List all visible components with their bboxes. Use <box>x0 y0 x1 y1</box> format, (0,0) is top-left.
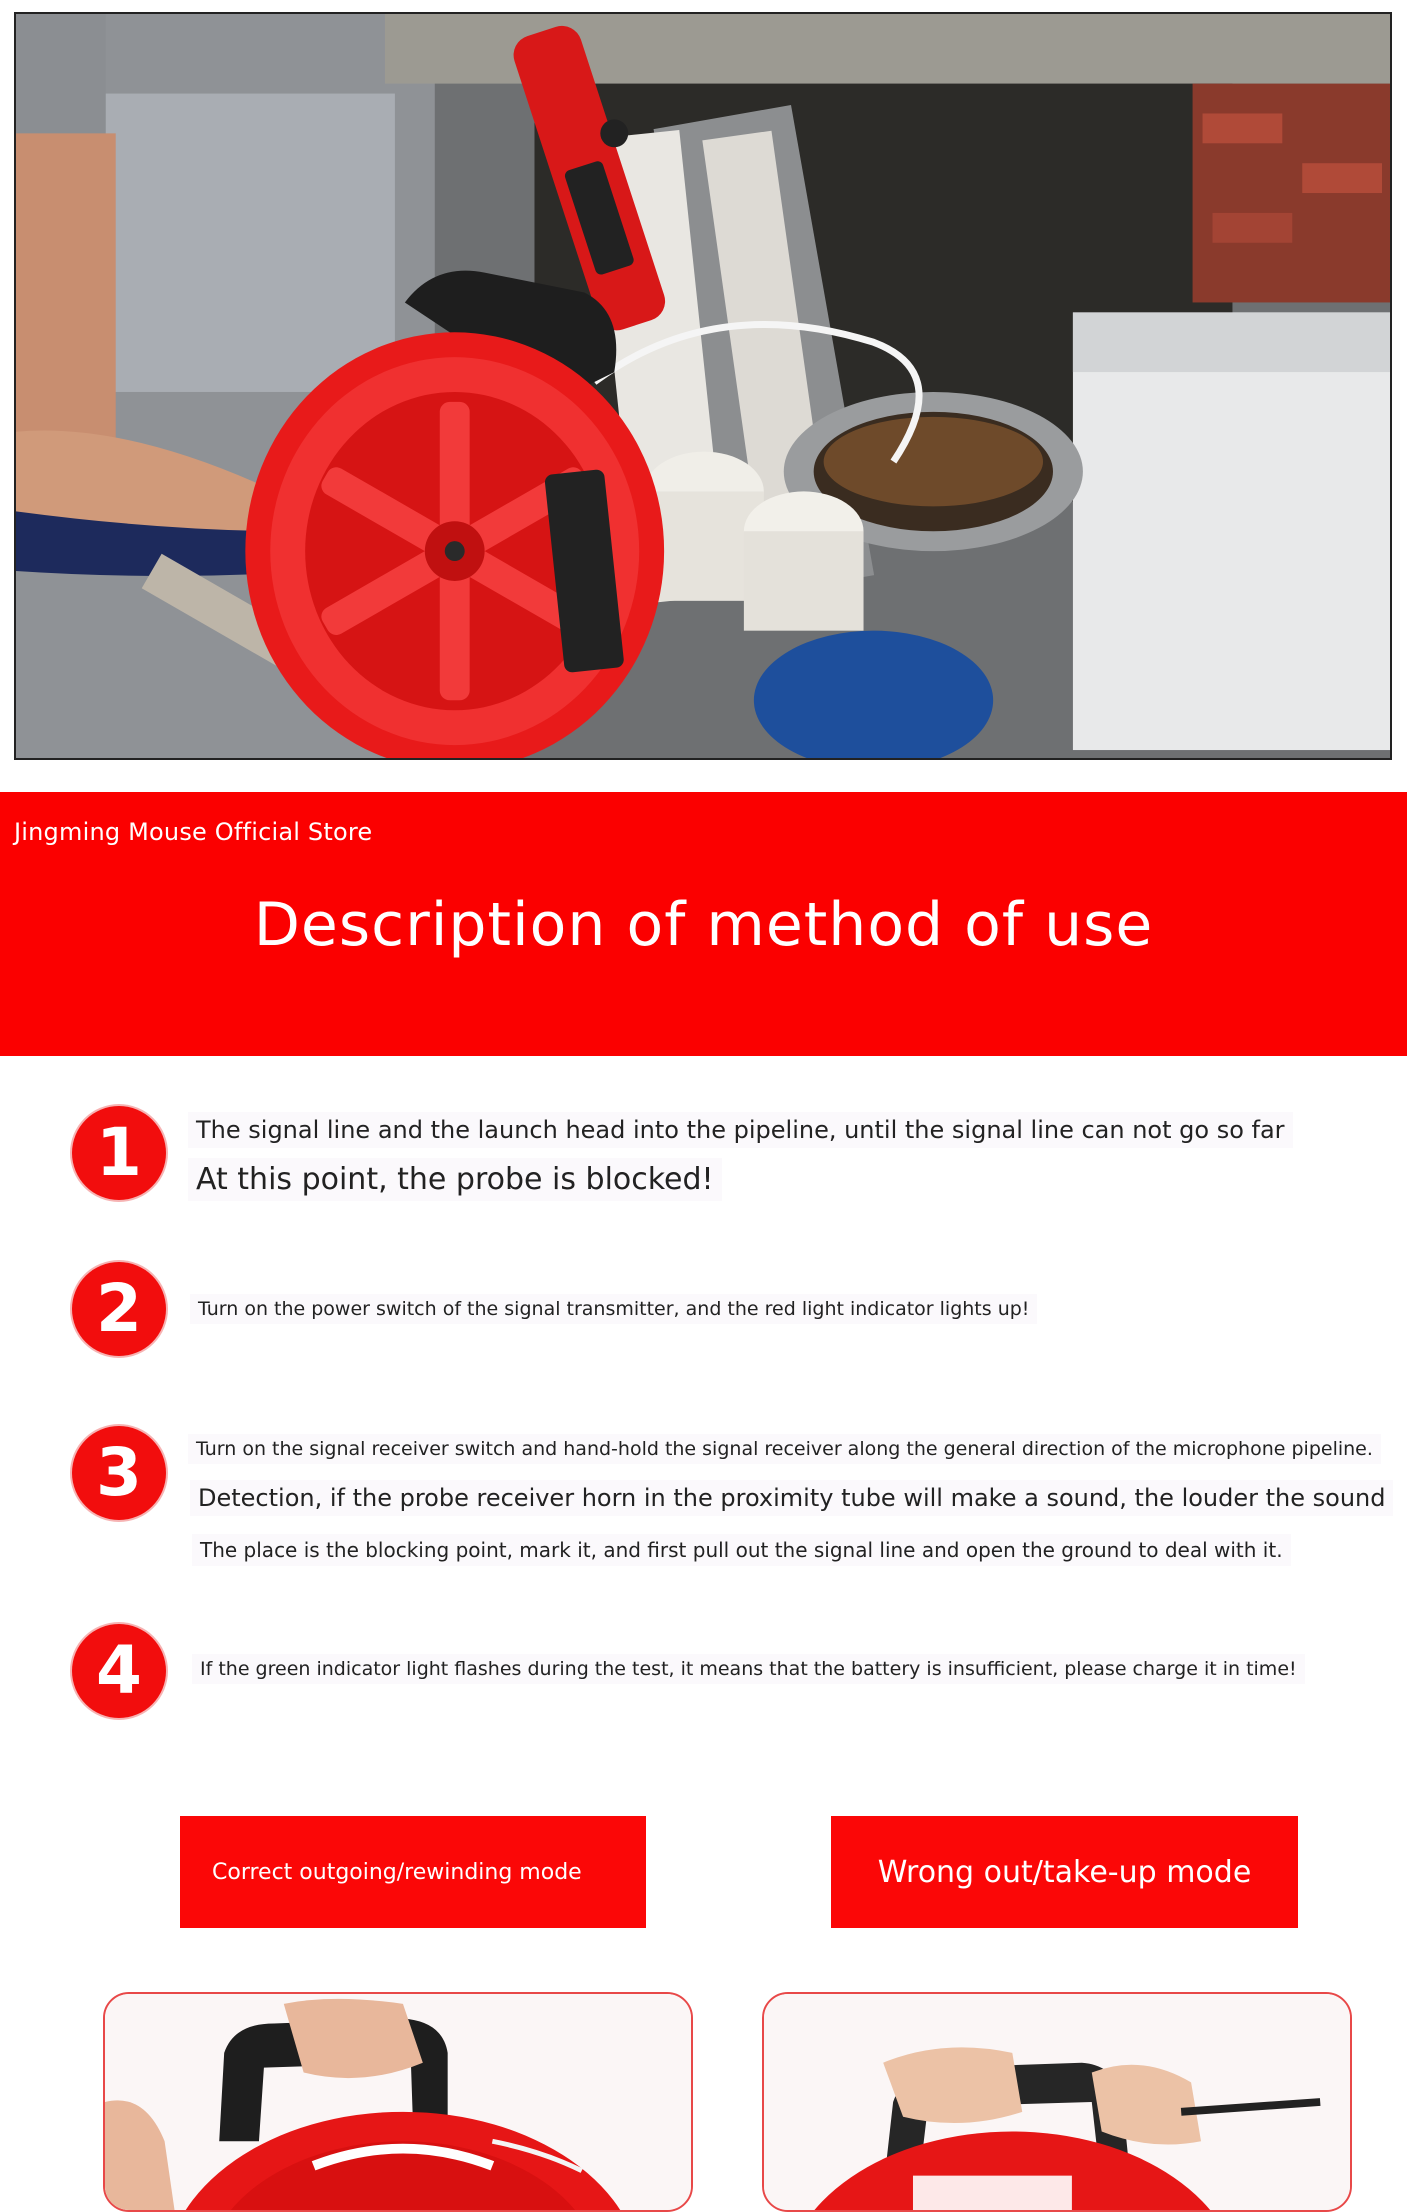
wrong-mode-text: Wrong out/take-up mode <box>877 1854 1252 1890</box>
step-3-text-line-2: Detection, if the probe receiver horn in the proximity tube will make a sound, the louder the sound <box>190 1480 1393 1516</box>
wrong-mode-photo-card <box>762 1992 1352 2212</box>
step-3-text-line-1: Turn on the signal receiver switch and hand-hold the signal receiver along the general direction of the microphone pipeline. <box>188 1434 1381 1464</box>
correct-mode-label <box>180 1816 646 1928</box>
hero-photo-illustration <box>16 14 1390 758</box>
step-2-text-line-1: Turn on the power switch of the signal transmitter, and the red light indicator lights up! <box>190 1294 1037 1324</box>
step-3-text-line-3: The place is the blocking point, mark it, and first pull out the signal line and open the ground to deal with it. <box>192 1534 1291 1566</box>
step-1-number-badge: 1 <box>72 1106 166 1200</box>
step-4-number-badge: 4 <box>72 1624 166 1718</box>
store-name: Jingming Mouse Official Store <box>14 818 373 846</box>
correct-mode-photo-card <box>103 1992 693 2212</box>
wrong-mode-label <box>831 1816 1298 1928</box>
step-2-number-badge: 2 <box>72 1262 166 1356</box>
step-1-text-line-1: The signal line and the launch head into the pipeline, until the signal line can not go so far <box>188 1112 1293 1148</box>
section-title: Description of method of use <box>253 890 1154 960</box>
step-3-number-badge: 3 <box>72 1426 166 1520</box>
hero-product-photo <box>14 12 1392 760</box>
step-1-text-line-2: At this point, the probe is blocked! <box>188 1158 722 1201</box>
correct-mode-text: Correct outgoing/rewinding mode <box>212 1859 582 1885</box>
step-4-text-line-1: If the green indicator light flashes during the test, it means that the battery is insufficient, please charge it in time! <box>192 1654 1305 1684</box>
